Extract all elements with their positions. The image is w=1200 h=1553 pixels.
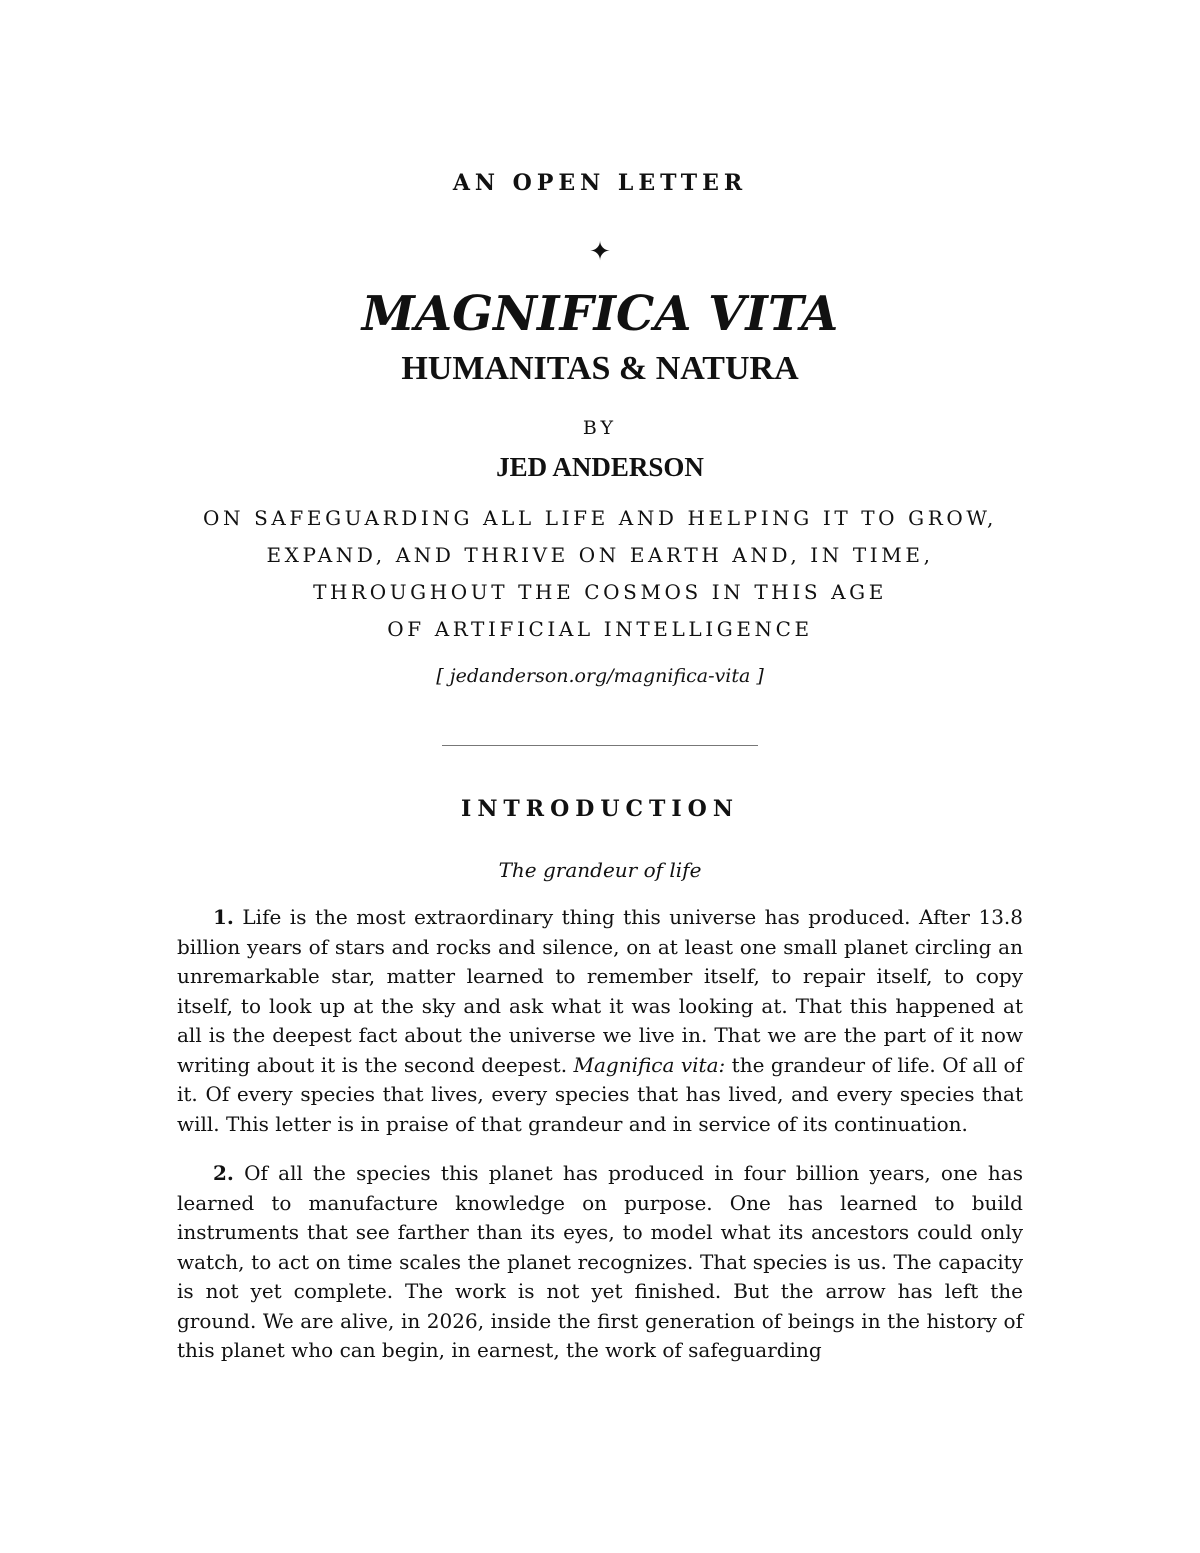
paragraph-text: Of all the species this planet has produced in four billion years, one has learned to manufacture knowledge on purpose. One has learned to build instruments that see farther than its eyes, to model what its ancestors could only watch, to act on time scales the planet recognizes. That species is us. The capacity is not yet complete. The work is not yet finished. But the arrow has left the ground. We are alive, in 2026, inside the first generation of beings in the history of this planet who can begin, in earnest, the work of safeguarding [177,1161,1023,1362]
paragraph-number: 2. [213,1161,234,1185]
tagline-line: THROUGHOUT THE COSMOS IN THIS AGE [313,580,887,604]
paragraph-emphasis: Magnifica vita: [573,1052,726,1077]
section-heading: INTRODUCTION [461,796,739,822]
body-text [177,903,1023,1386]
paragraph [177,1159,1023,1366]
letter-kicker: AN OPEN LETTER [452,170,748,196]
document-subtitle: HUMANITAS & NATURA [401,350,799,387]
tagline-line: EXPAND, AND THRIVE ON EARTH AND, IN TIME, [266,543,934,567]
tagline-line: OF ARTIFICIAL INTELLIGENCE [387,617,813,641]
website-url: [ jedanderson.org/magnifica-vita ] [436,665,764,687]
star-ornament-icon: ✦ [589,237,611,267]
document-title: MAGNIFICA VITA [361,286,839,342]
paragraph-text: the grandeur of life. Of all of it. Of every species that lives, every species that has lived, and every species that will. This letter is in praise of that grandeur and in service of its continuation. [177,1052,1023,1136]
section-divider [442,745,758,746]
paragraph-text: Life is the most extraordinary thing this universe has produced. After 13.8 billion years of stars and rocks and silence, on at least one small planet circling an unremarkable star, matter learned to remember itself, to repair itself, to copy itself, to look up at the sky and ask what it was looking at. That this happened at all is the deepest fact about the universe we live in. That we are the part of it now writing about it is the second deepest. [177,905,1023,1077]
section-subtitle: The grandeur of life [498,858,702,882]
paragraph-number: 1. [213,905,234,929]
tagline-line: ON SAFEGUARDING ALL LIFE AND HELPING IT TO GROW, [203,506,997,530]
byline-label: BY [582,417,618,439]
paragraph [177,903,1023,1139]
tagline [100,500,1100,648]
author-name: JED ANDERSON [496,452,704,482]
